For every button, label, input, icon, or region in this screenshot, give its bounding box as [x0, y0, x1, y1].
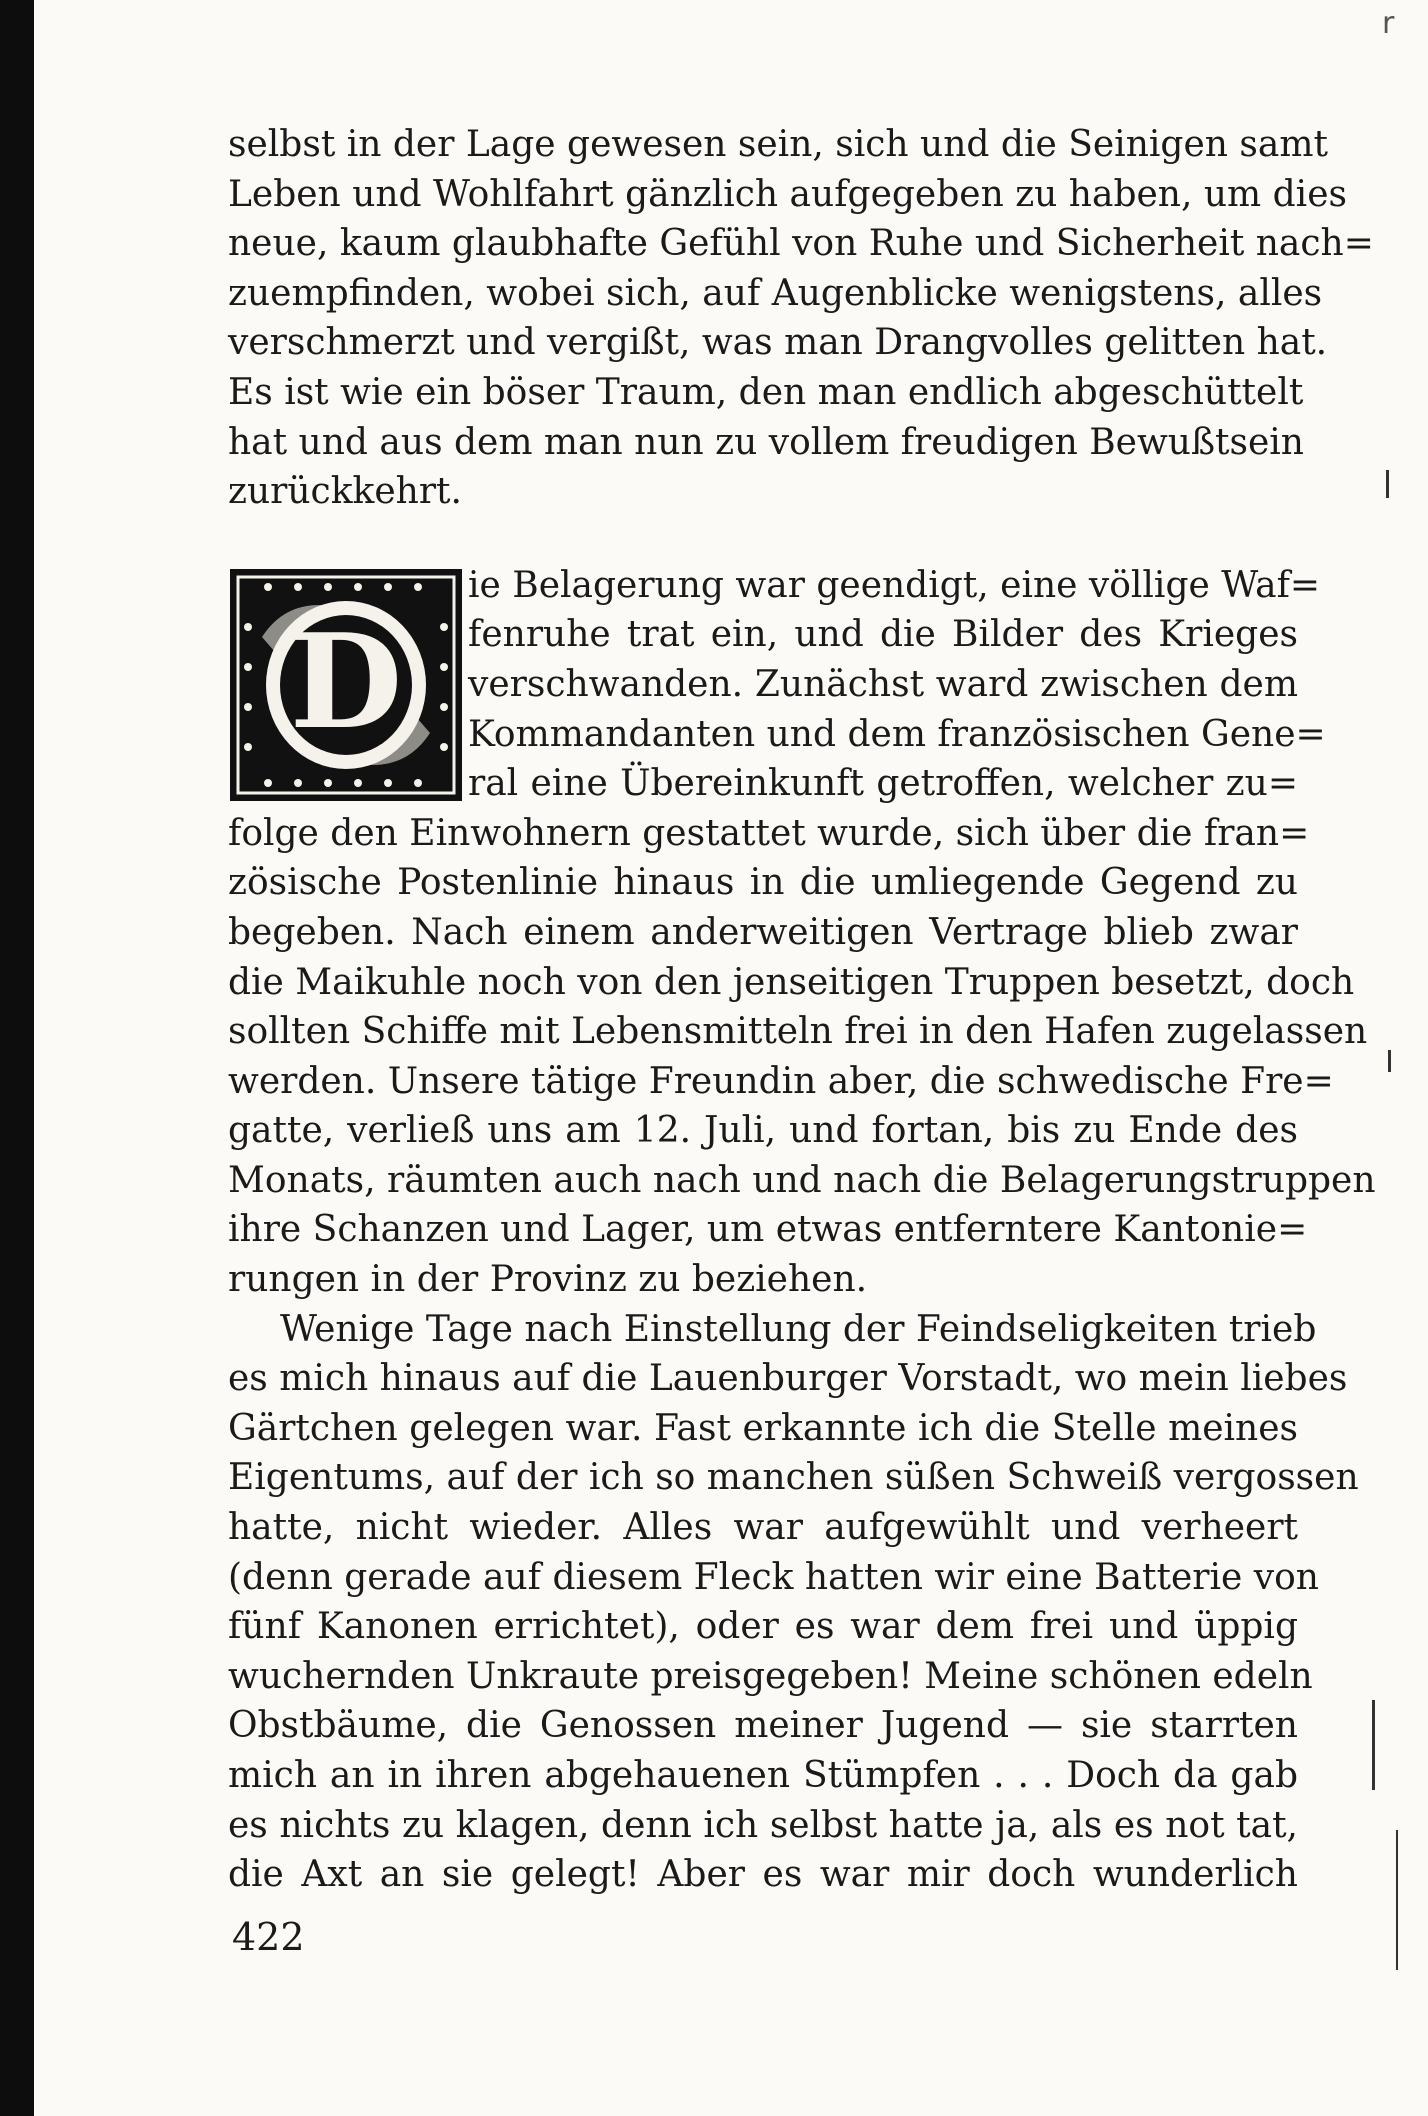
text-line: ral eine Übereinkunft getroffen, welcher zu=	[468, 763, 1298, 805]
text-line: Monats, räumten auch nach und nach die Belagerungstruppen	[228, 1159, 1376, 1201]
text-line: fünf Kanonen errichtet), oder es war dem frei und üppig	[228, 1606, 1298, 1648]
edge-speck	[1388, 1050, 1391, 1072]
edge-speck	[1386, 470, 1389, 498]
text-line: Eigentums, auf der ich so manchen süßen Schweiß vergossen	[228, 1457, 1359, 1499]
text-line: selbst in der Lage gewesen sein, sich und die Seinigen samt	[228, 124, 1328, 165]
text-line: ihre Schanzen und Lager, um etwas entferntere Kantonie=	[228, 1209, 1308, 1251]
corner-mark: r	[1382, 6, 1395, 41]
paragraph-1	[228, 120, 1374, 517]
page-text	[228, 120, 1376, 1900]
text-line: ie Belagerung war geendigt, eine völlige Waf=	[468, 564, 1321, 606]
text-line: folge den Einwohnern gestattet wurde, sich über die fran=	[228, 812, 1310, 854]
text-line: fenruhe trat ein, und die Bilder des Krieges	[468, 614, 1298, 656]
text-line: Leben und Wohlfahrt gänzlich aufgegeben zu haben, um dies	[228, 173, 1347, 215]
text-line: gatte, verließ uns am 12. Juli, und fortan, bis zu Ende des	[228, 1110, 1298, 1152]
text-line: die Axt an sie gelegt! Aber es war mir doch wunderlich	[228, 1854, 1298, 1896]
text-line: zuempfinden, wobei sich, auf Augenblicke wenigstens, alles	[228, 272, 1323, 314]
text-line: mich an in ihren abgehauenen Stümpfen . . . Doch da gab	[228, 1755, 1298, 1796]
dropcap-letter: D	[289, 604, 403, 758]
text-line: verschwanden. Zunächst ward zwischen dem	[468, 663, 1298, 705]
text-line: begeben. Nach einem anderweitigen Vertrage blieb zwar	[228, 911, 1298, 953]
edge-speck	[1372, 1700, 1375, 1790]
text-line: wuchernden Unkraute preisgegeben! Meine schönen edeln	[228, 1655, 1313, 1697]
ornamental-initial-d	[228, 567, 464, 803]
text-line: Wenige Tage nach Einstellung der Feindseligkeiten trieb	[280, 1308, 1317, 1350]
text-line: neue, kaum glaubhafte Gefühl von Ruhe und Sicherheit nach=	[228, 223, 1374, 265]
text-line: Kommandanten und dem französischen Gene=	[468, 713, 1326, 755]
book-spine-shadow	[0, 0, 34, 2116]
text-line: (denn gerade auf diesem Fleck hatten wir eine Batterie von	[228, 1556, 1319, 1598]
paragraph-3	[228, 1305, 1359, 1900]
text-line: werden. Unsere tätige Freundin aber, die schwedische Fre=	[228, 1060, 1334, 1102]
text-line: Obstbäume, die Genossen meiner Jugend — sie starrten	[228, 1705, 1298, 1747]
text-line: hatte, nicht wieder. Alles war aufgewühlt und verheert	[228, 1507, 1298, 1549]
page-number: 422	[232, 1915, 305, 1959]
text-line: es mich hinaus auf die Lauenburger Vorstadt, wo mein liebes	[228, 1358, 1348, 1400]
text-line: zurückkehrt.	[228, 471, 462, 513]
text-line: verschmerzt und vergißt, was man Drangvolles gelitten hat.	[228, 322, 1328, 364]
text-line: hat und aus dem man nun zu vollem freudigen Bewußtsein	[228, 421, 1304, 463]
text-line: rungen in der Provinz zu beziehen.	[228, 1259, 868, 1301]
paragraph-2	[228, 561, 1376, 1305]
text-line: Es ist wie ein böser Traum, den man endlich abgeschüttelt	[228, 371, 1304, 413]
text-line: sollten Schiffe mit Lebensmitteln frei in den Hafen zugelassen	[228, 1011, 1368, 1053]
text-line: zösische Postenlinie hinaus in die umliegende Gegend zu	[228, 862, 1298, 904]
text-line: Gärtchen gelegen war. Fast erkannte ich die Stelle meines	[228, 1407, 1298, 1449]
text-line: die Maikuhle noch von den jenseitigen Truppen besetzt, doch	[228, 961, 1355, 1003]
text-line: es nichts zu klagen, denn ich selbst hatte ja, als es not tat,	[228, 1804, 1298, 1846]
edge-speck	[1396, 1830, 1398, 1970]
